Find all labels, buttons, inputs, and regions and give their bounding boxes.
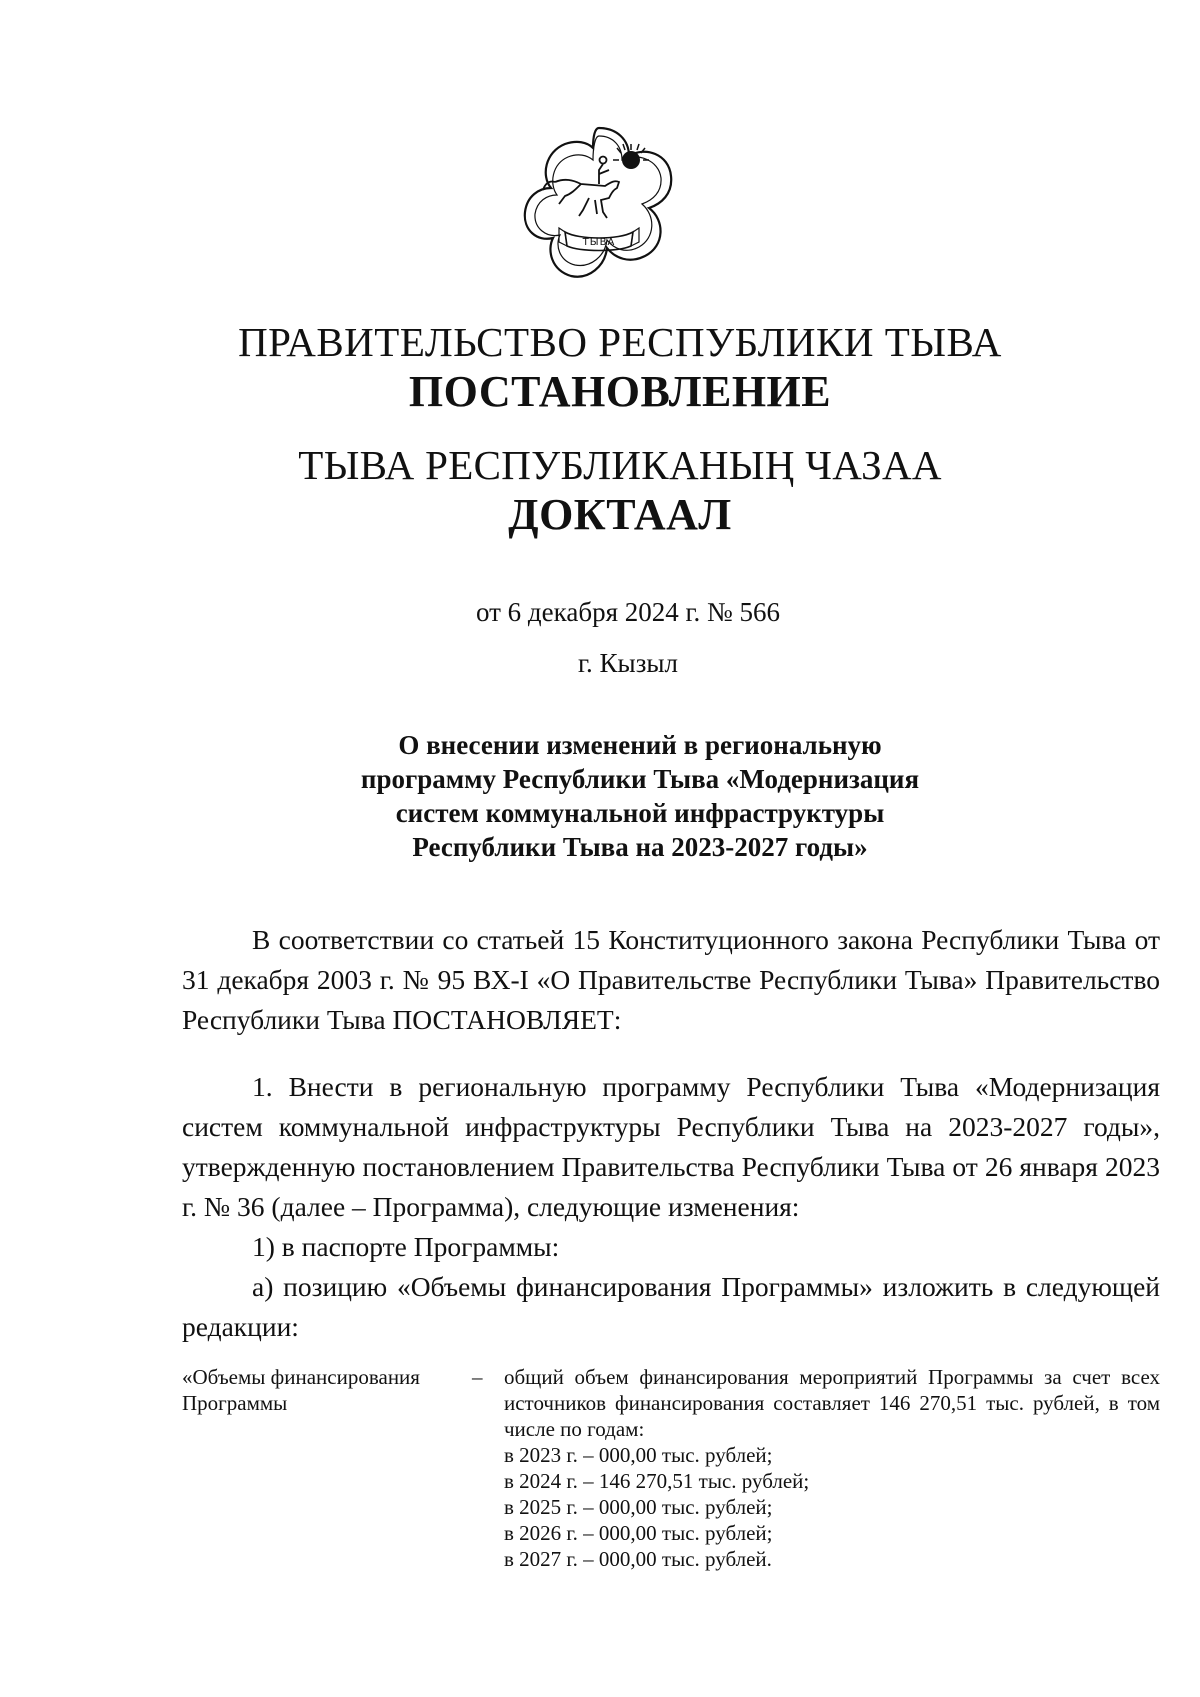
title-line: программу Республики Тыва «Модернизация: [360, 764, 920, 794]
title-line: О внесении изменений в региональную: [398, 730, 882, 760]
document-type-tyv: ДОКТААЛ: [508, 490, 732, 539]
title-line: Республики Тыва на 2023-2027 годы»: [412, 832, 868, 862]
funding-table-value: [504, 1364, 1160, 1572]
document-date-number: от 6 декабря 2024 г. № 566: [475, 597, 781, 627]
document-title: [300, 728, 980, 864]
preamble-paragraph: В соответствии со статьей 15 Конституционного закона Республики Тыва от 31 декабря 2003 г. № 95 ВХ-I «О Правительстве Республики Тыва» Правительство Республики Тыва ПОСТАНОВЛЯЕТ:: [182, 924, 1160, 1035]
year-line: в 2026 г. – 000,00 тыс. рублей;: [504, 1521, 773, 1545]
document-type-ru: ПОСТАНОВЛЕНИЕ: [408, 367, 832, 416]
table-dash: –: [472, 1365, 483, 1389]
government-name-tyv: ТЫВА РЕСПУБЛИКАНЫҢ ЧАЗАА: [298, 442, 942, 488]
item-1-paragraph: 1. Внести в региональную программу Республики Тыва «Модернизация систем коммунальной инфраструктуры Республики Тыва на 2023-2027 годы», утвержденную постановлением Правительства Республики Тыва от 26 января 2023 г. № 36 (далее – Программа), следующие изменения:: [182, 1071, 1160, 1222]
subitem-1-paragraph: 1) в паспорте Программы:: [252, 1231, 560, 1262]
label-line: «Объемы финансирования: [182, 1365, 420, 1389]
year-line: в 2023 г. – 000,00 тыс. рублей;: [504, 1443, 773, 1467]
year-line: в 2024 г. – 146 270,51 тыс. рублей;: [504, 1469, 810, 1493]
subitem-a-paragraph: а) позицию «Объемы финансирования Программы» изложить в следующей редакции:: [182, 1271, 1160, 1342]
year-line: в 2025 г. – 000,00 тыс. рублей;: [504, 1495, 773, 1519]
year-line: в 2027 г. – 000,00 тыс. рублей.: [504, 1547, 772, 1571]
funding-table-label: [182, 1364, 452, 1416]
document-city: г. Кызыл: [578, 648, 678, 678]
title-line: систем коммунальной инфраструктуры: [395, 798, 885, 828]
svg-text:ТЫВА: ТЫВА: [582, 237, 616, 248]
government-name-ru: ПРАВИТЕЛЬСТВО РЕСПУБЛИКИ ТЫВА: [238, 319, 1002, 365]
label-line: Программы: [182, 1391, 288, 1415]
funding-description: общий объем финансирования мероприятий Программы за счет всех источников финансирования составляет 146 270,51 тыс. рублей, в том числе по годам:: [504, 1365, 1160, 1441]
tuva-emblem-icon: [519, 120, 679, 285]
